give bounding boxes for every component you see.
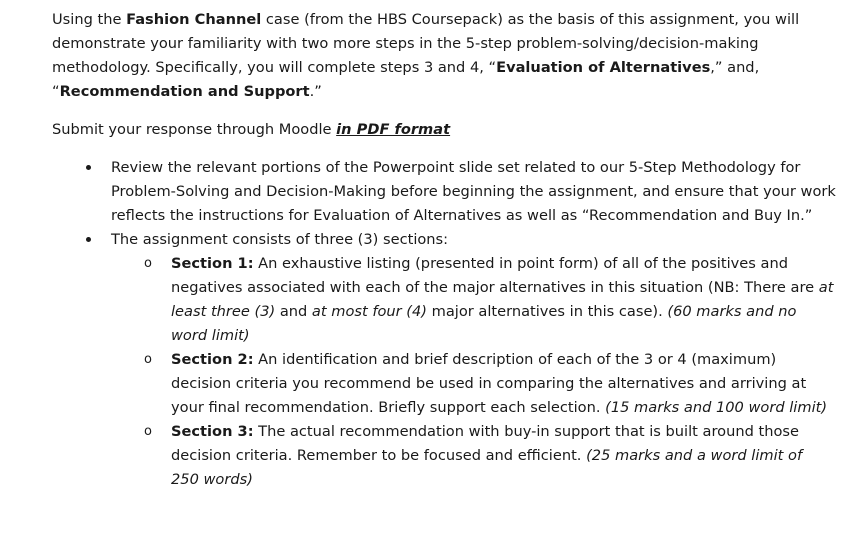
pdf-format-emphasis: in PDF format xyxy=(336,121,451,138)
intro-text-4: .” xyxy=(309,83,322,100)
case-name: Fashion Channel xyxy=(126,11,262,28)
section-emphasis: at least three (3) xyxy=(171,279,834,320)
bullet-item-review xyxy=(52,156,852,228)
section-text: The actual recommendation with buy-in support that is built around those decision criteria. Remember to be focused and efficient. xyxy=(171,423,799,464)
section-label: Section 2: xyxy=(171,351,254,368)
section-label: Section 3: xyxy=(171,423,254,440)
submit-paragraph xyxy=(52,118,852,142)
intro-text-2: case (from the HBS Coursepack) as the basis of this assignment, you will demonstrate your familiarity with two more steps in the 5-step problem-solving/decision-making methodology. Specifically, you will complete steps 3 and 4, “ xyxy=(52,11,800,76)
assignment-document xyxy=(52,8,852,492)
section-text: major alternatives in this case). xyxy=(426,303,668,320)
section-item-2 xyxy=(111,348,834,420)
section-marks: (60 marks and no word limit) xyxy=(171,303,797,344)
bullet-text: The assignment consists of three (3) sections: xyxy=(111,231,449,248)
section-list xyxy=(111,252,852,492)
section-emphasis: at most four (4) xyxy=(311,303,427,320)
step-4-name: Recommendation and Support xyxy=(59,83,310,100)
bullet-item-sections xyxy=(52,228,852,492)
intro-paragraph xyxy=(52,8,852,104)
section-text: and xyxy=(275,303,312,320)
section-label: Section 1: xyxy=(171,255,254,272)
section-text: An identification and brief description of each of the 3 or 4 (maximum) decision criteria you recommend be used in comparing the alternatives and arriving at your final recommendation. Briefly support each selection. xyxy=(171,351,807,416)
bullet-text: Review the relevant portions of the Powerpoint slide set related to our 5-Step Methodology for Problem-Solving and Decision-Making before beginning the assignment, and ensure that your work reflects the instructions for Evaluation of Alternatives as well as “Recommendation and Buy In.” xyxy=(111,159,836,224)
submit-text: Submit your response through Moodle xyxy=(52,121,337,138)
step-3-name: Evaluation of Alternatives xyxy=(496,59,711,76)
bullet-list xyxy=(52,156,852,492)
section-marks: (15 marks and 100 word limit) xyxy=(605,399,828,416)
intro-text-3: ,” and, “ xyxy=(52,59,760,100)
section-text: An exhaustive listing (presented in point form) of all of the positives and negatives associated with each of the major alternatives in this situation (NB: There are xyxy=(171,255,819,296)
section-item-1 xyxy=(111,252,834,348)
section-marks: (25 marks and a word limit of 250 words) xyxy=(171,447,803,488)
section-item-3 xyxy=(111,420,834,492)
intro-text-1: Using the xyxy=(52,11,127,28)
